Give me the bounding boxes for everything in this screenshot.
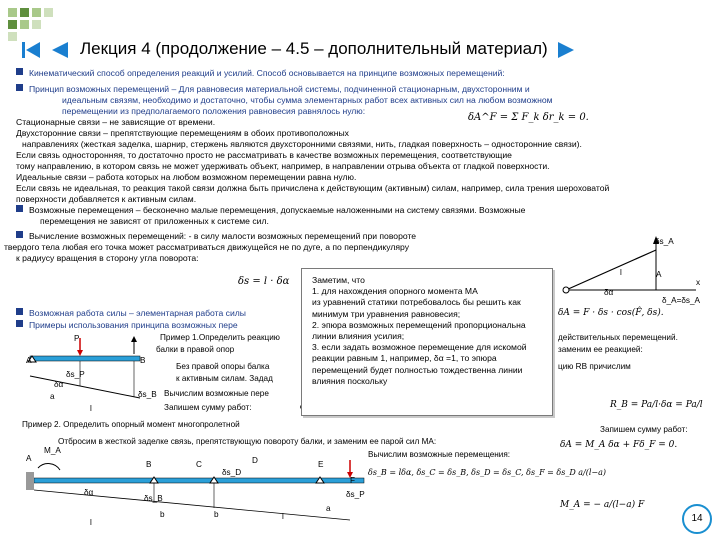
text-line: Двухсторонние связи – препятствующие перемещениям в обоих противоположных (16, 128, 349, 138)
prev-slide-button[interactable] (48, 40, 72, 60)
ex1-label: P (74, 334, 80, 343)
popup-line: из уравнений статики потребовалось бы решить как (312, 297, 521, 308)
page-number-badge: 14 (682, 504, 712, 534)
ex2-label: F (350, 476, 356, 485)
text-line: поверхности добавляется к активным силам. (16, 194, 197, 204)
text-line: Отбросим в жесткой заделке связь, препятствующую повороту балки, и заменим ее парой сил MA: (58, 437, 437, 446)
ex2-label: δα (84, 488, 94, 497)
text-line: Если связь односторонняя, то достаточно просто не рассматривать в качестве возможных перемещения, соответствующие (16, 150, 512, 160)
popup-line: минимум три уравнения равновесия; (312, 308, 461, 319)
deco-square (20, 20, 29, 29)
ex1-label: δs_B (138, 390, 157, 399)
ex2-label: l (282, 512, 284, 521)
rot-label: δ_A=δs_A (662, 296, 701, 305)
right-note: заменим ее реакцией: (558, 345, 643, 354)
text-line: Если связь не идеальная, то реакция такой связи должна быть причислена к действующим (активным) силам, например, сила трения шероховатой (16, 183, 610, 193)
right-note: действительных перемещений. (558, 333, 678, 342)
ex2-sum-formula: δA = M_A δα + Fδ_F = 0. (560, 440, 678, 450)
ex2-label: b (214, 510, 219, 519)
ex2-result-formula: M_A = − a/(l−a) F (560, 500, 645, 510)
popup-line: реакции равным 1, например, δα =1, то эпюра (312, 353, 497, 364)
popup-line: 3. если задать возможное перемещение для искомой (312, 342, 527, 353)
text-line: Идеальные связи – работа которых на любом возможном перемещении равна нулю. (16, 172, 357, 182)
ex2-label: C (196, 460, 202, 469)
ex1-label: l (90, 404, 92, 413)
right-note: цию RB причислим (558, 362, 631, 371)
first-slide-button[interactable] (20, 40, 44, 60)
popup-line: перемещений будет полностью тождественна линии (312, 364, 523, 375)
rot-label: x (696, 278, 701, 287)
text-line: Пример 2. Определить опорный момент многопролетной (22, 420, 240, 429)
page-title: Лекция 4 (продолжение – 4.5 – дополнительный материал) (80, 39, 548, 58)
text-line: Запишем сумму работ: (164, 403, 252, 412)
work-sum-formula: δA^F = Σ F_k δr_k = 0. (468, 112, 589, 123)
deco-square (32, 20, 41, 29)
popup-line: 1. для нахождения опорного момента MA (312, 286, 478, 297)
text-line: Вычисление возможных перемещений: - в силу малости возможных перемещений при повороте (16, 231, 416, 242)
text-line: Принцип возможных перемещений – Для равновесия материальной системы, подчиненной стационарным, двухсторонним и (16, 84, 530, 95)
text-line: Пример 1.Определить реакцию (160, 333, 280, 342)
text-line: перемещении из предполагаемого положения равновесия равнялось нулю: (62, 106, 366, 116)
bullet-icon (16, 320, 23, 327)
text-line: Возможные перемещения – бесконечно малые перемещения, допускаемые наложенными на систему связями. Возможные (16, 205, 525, 216)
text-line: Вычислим возможные перемещения: (368, 450, 511, 459)
popup-line: влияния поскольку (312, 375, 388, 386)
ex2-label: b (160, 510, 165, 519)
ex2-label: a (326, 504, 331, 513)
ex1-label: δα (54, 380, 64, 389)
possible-work-formula: δA = F · δs · cos(F̂, δs). (558, 308, 664, 318)
first-slide-icon (20, 40, 44, 60)
rotation-formula: δs = l · δα (238, 276, 290, 287)
text-line: Вычислим возможные пере (164, 389, 269, 398)
popup-line: линии влияния усилия; (312, 331, 405, 342)
rot-label: δs_A (655, 237, 674, 246)
bullet-icon (16, 231, 23, 238)
deco-square (8, 8, 17, 17)
right-note: Запишем сумму работ: (600, 425, 688, 434)
ex2-label: E (318, 460, 324, 469)
ex1-label: a (50, 392, 55, 401)
ex2-label: δs_B (144, 494, 163, 503)
prev-slide-icon (48, 40, 72, 60)
text-line: перемещения не зависят от приложенных к системе сил. (40, 216, 269, 226)
text-line: к радиусу вращения в сторону угла поворота: (16, 253, 199, 263)
ex2-label: δs_D (222, 468, 242, 477)
text-line: Стационарные связи – не зависящие от времени. (16, 117, 216, 127)
ex1-label: δs_P (66, 370, 85, 379)
rb-result-formula: R_B = Pa/l·δα = Pa/l (610, 400, 703, 410)
deco-square (8, 20, 17, 29)
text-line: направлениях (жесткая заделка, шарнир, стержень являются двухсторонними связями, нить, гладкая поверхность – односторонние связи). (22, 139, 582, 149)
ex2-label: M_A (44, 446, 61, 455)
ex2-label: l (90, 518, 92, 527)
ex2-label: δs_P (346, 490, 365, 499)
deco-square (32, 8, 41, 17)
bullet-icon (16, 84, 23, 91)
text-line: Кинематический способ определения реакций и усилий. Способ основывается на принципе возможных перемещений: (16, 68, 505, 79)
example1-diagram (22, 336, 162, 416)
rot-label: δα (604, 288, 614, 297)
deco-square (20, 8, 29, 17)
bullet-icon (16, 205, 23, 212)
ex1-label: A (26, 356, 32, 365)
deco-square (8, 32, 17, 41)
ex1-label: B (140, 356, 146, 365)
text-line: твердого тела любая его точка может рассматриваться движущейся не по дуге, а по перпендикуляру (4, 242, 410, 252)
text-line: балки в правой опор (156, 345, 235, 354)
bullet-icon (16, 68, 23, 75)
deco-square (44, 8, 53, 17)
popup-line: Заметим, что (312, 275, 365, 285)
text-line: тому направлению, в котором связь не может удерживать объект, например, в направлении отрыва объекта от гладкой поверхности. (16, 161, 550, 171)
rot-label: l (620, 268, 622, 277)
next-slide-button[interactable] (554, 40, 578, 60)
ex2-label: A (26, 454, 32, 463)
note-popup (301, 268, 553, 416)
text-line: Без правой опоры балка (176, 362, 270, 371)
bullet-icon (16, 308, 23, 315)
popup-line: 2. эпюра возможных перемещений пропорциональна (312, 319, 526, 330)
text-line: Примеры использования принципа возможных пере (16, 320, 238, 331)
rot-label: A (656, 270, 662, 279)
ex2-label: D (252, 456, 258, 465)
ex2-label: B (146, 460, 152, 469)
text-line: идеальным связям, необходимо и достаточно, чтобы сумма элементарных работ всех активных сил на любом возможном (62, 95, 553, 105)
text-line: Возможная работа силы – элементарная работа силы (16, 308, 246, 319)
next-slide-icon (554, 40, 578, 60)
ex2-displacements-formula: δs_B = lδα, δs_C = δs_B, δs_D = δs_C, δs_F = δs_D a/(l−a) (368, 468, 607, 477)
text-line: к активным силам. Задад (176, 374, 273, 383)
